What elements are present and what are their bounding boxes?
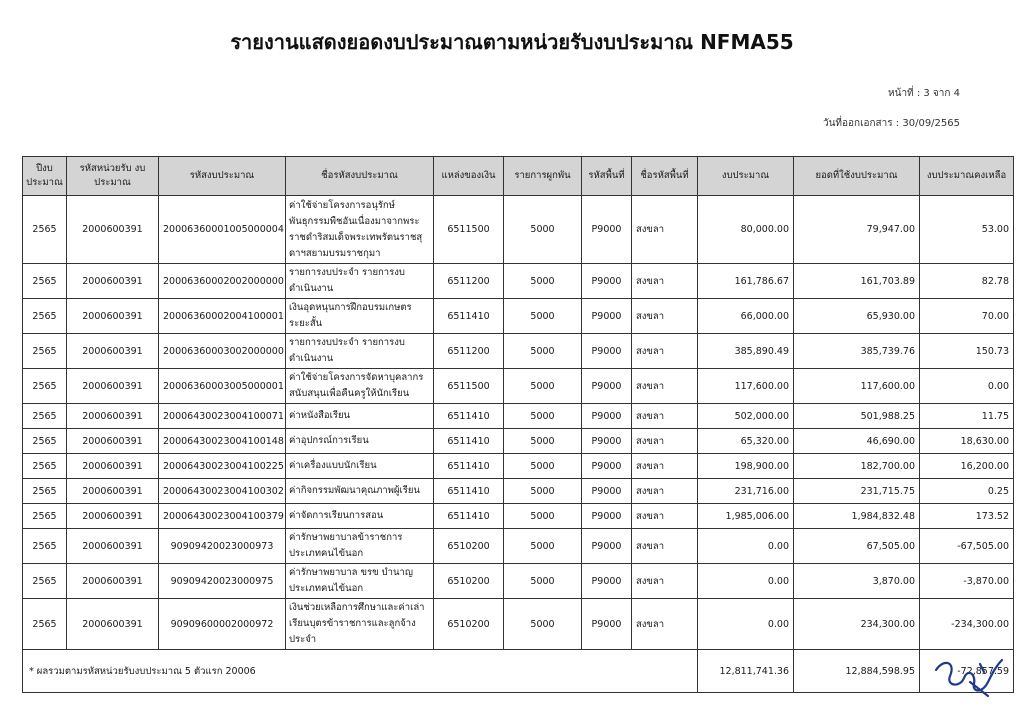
cell-year: 2565 [23, 429, 67, 454]
header-remaining: งบประมาณคงเหลือ [920, 157, 1014, 196]
cell-area-name: สงขลา [632, 564, 698, 599]
cell-unit-code: 2000600391 [67, 504, 159, 529]
cell-source: 6511410 [434, 429, 504, 454]
table-total-row [23, 650, 1014, 693]
cell-source: 6511410 [434, 299, 504, 334]
cell-year: 2565 [23, 564, 67, 599]
handwritten-signature-icon [930, 652, 1010, 702]
header-unit-code: รหัสหน่วยรับ งบประมาณ [67, 157, 159, 196]
header-budget: งบประมาณ [698, 157, 794, 196]
cell-source: 6511500 [434, 369, 504, 404]
cell-used: 234,300.00 [794, 599, 920, 650]
cell-budget-name: รายการงบประจำ รายการงบดำเนินงาน [286, 334, 434, 369]
cell-year: 2565 [23, 264, 67, 299]
cell-area-code: P9000 [582, 369, 632, 404]
table-row [23, 334, 1014, 369]
cell-area-code: P9000 [582, 504, 632, 529]
cell-budget-name: ค่าใช้จ่ายโครงการจัดหาบุคลากรสนับสนุนเพื่อคืนครูให้นักเรียน [286, 369, 434, 404]
cell-budget: 1,985,006.00 [698, 504, 794, 529]
cell-obligation: 5000 [504, 264, 582, 299]
cell-area-code: P9000 [582, 599, 632, 650]
cell-area-name: สงขลา [632, 599, 698, 650]
cell-budget-code: 90909600002000972 [159, 599, 286, 650]
table-row [23, 299, 1014, 334]
cell-remaining: 53.00 [920, 196, 1014, 264]
cell-budget-name: ค่าจัดการเรียนการสอน [286, 504, 434, 529]
cell-unit-code: 2000600391 [67, 334, 159, 369]
total-budget: 12,811,741.36 [698, 650, 794, 693]
cell-budget-code: 20006430023004100379 [159, 504, 286, 529]
cell-area-code: P9000 [582, 454, 632, 479]
cell-year: 2565 [23, 299, 67, 334]
cell-used: 182,700.00 [794, 454, 920, 479]
cell-used: 67,505.00 [794, 529, 920, 564]
cell-obligation: 5000 [504, 369, 582, 404]
table-row [23, 196, 1014, 264]
cell-budget: 385,890.49 [698, 334, 794, 369]
cell-obligation: 5000 [504, 479, 582, 504]
cell-area-name: สงขลา [632, 504, 698, 529]
cell-budget: 117,600.00 [698, 369, 794, 404]
cell-budget: 0.00 [698, 599, 794, 650]
cell-source: 6511500 [434, 196, 504, 264]
issue-date: วันที่ออกเอกสาร : 30/09/2565 [822, 118, 960, 129]
cell-remaining: 11.75 [920, 404, 1014, 429]
cell-obligation: 5000 [504, 299, 582, 334]
cell-unit-code: 2000600391 [67, 429, 159, 454]
cell-area-code: P9000 [582, 404, 632, 429]
table-row [23, 429, 1014, 454]
cell-area-name: สงขลา [632, 369, 698, 404]
cell-unit-code: 2000600391 [67, 479, 159, 504]
cell-source: 6510200 [434, 529, 504, 564]
cell-budget-code: 20006360002004100001 [159, 299, 286, 334]
cell-remaining: 18,630.00 [920, 429, 1014, 454]
cell-budget-code: 90909420023000975 [159, 564, 286, 599]
cell-remaining: 173.52 [920, 504, 1014, 529]
cell-unit-code: 2000600391 [67, 264, 159, 299]
cell-area-name: สงขลา [632, 196, 698, 264]
cell-year: 2565 [23, 196, 67, 264]
header-source: แหล่งของเงิน [434, 157, 504, 196]
cell-obligation: 5000 [504, 564, 582, 599]
header-used: ยอดที่ใช้งบประมาณ [794, 157, 920, 196]
cell-year: 2565 [23, 504, 67, 529]
page-number: หน้าที่ : 3 จาก 4 [888, 88, 960, 99]
cell-used: 161,703.89 [794, 264, 920, 299]
cell-area-code: P9000 [582, 429, 632, 454]
table-row [23, 369, 1014, 404]
cell-used: 65,930.00 [794, 299, 920, 334]
cell-budget: 66,000.00 [698, 299, 794, 334]
cell-source: 6511200 [434, 264, 504, 299]
cell-budget-code: 20006360001005000004 [159, 196, 286, 264]
cell-area-code: P9000 [582, 264, 632, 299]
cell-obligation: 5000 [504, 529, 582, 564]
cell-unit-code: 2000600391 [67, 369, 159, 404]
cell-remaining: 0.25 [920, 479, 1014, 504]
total-remaining: -72,857.59 [920, 650, 1014, 693]
cell-remaining: 70.00 [920, 299, 1014, 334]
cell-budget-name: ค่าเครื่องแบบนักเรียน [286, 454, 434, 479]
cell-budget: 231,716.00 [698, 479, 794, 504]
cell-used: 385,739.76 [794, 334, 920, 369]
cell-budget-name: ค่าอุปกรณ์การเรียน [286, 429, 434, 454]
cell-year: 2565 [23, 334, 67, 369]
cell-unit-code: 2000600391 [67, 529, 159, 564]
cell-budget-code: 20006360002002000000 [159, 264, 286, 299]
cell-unit-code: 2000600391 [67, 564, 159, 599]
cell-budget-name: เงินช่วยเหลือการศึกษาและค่าเล่าเรียนบุตรข้าราชการและลูกจ้างประจำ [286, 599, 434, 650]
cell-area-code: P9000 [582, 564, 632, 599]
cell-budget-name: ค่ารักษาพยาบาล ขรข บำนาญประเภทคนไข้นอก [286, 564, 434, 599]
cell-unit-code: 2000600391 [67, 196, 159, 264]
cell-budget-code: 20006360003005000001 [159, 369, 286, 404]
cell-used: 501,988.25 [794, 404, 920, 429]
cell-budget-name: ค่าหนังสือเรียน [286, 404, 434, 429]
cell-unit-code: 2000600391 [67, 454, 159, 479]
cell-year: 2565 [23, 454, 67, 479]
cell-used: 46,690.00 [794, 429, 920, 454]
table-row [23, 564, 1014, 599]
cell-area-code: P9000 [582, 479, 632, 504]
budget-table [22, 156, 1014, 693]
cell-budget-name: รายการงบประจำ รายการงบดำเนินงาน [286, 264, 434, 299]
cell-budget: 65,320.00 [698, 429, 794, 454]
cell-obligation: 5000 [504, 599, 582, 650]
header-area-code: รหัสพื้นที่ [582, 157, 632, 196]
cell-used: 117,600.00 [794, 369, 920, 404]
cell-area-code: P9000 [582, 196, 632, 264]
cell-budget-name: เงินอุดหนุนการฝึกอบรมเกษตรระยะสั้น [286, 299, 434, 334]
table-row [23, 529, 1014, 564]
cell-budget-code: 20006430023004100302 [159, 479, 286, 504]
cell-obligation: 5000 [504, 196, 582, 264]
cell-used: 3,870.00 [794, 564, 920, 599]
cell-budget: 161,786.67 [698, 264, 794, 299]
cell-area-name: สงขลา [632, 529, 698, 564]
table-row [23, 454, 1014, 479]
cell-budget-code: 20006430023004100225 [159, 454, 286, 479]
cell-budget-name: ค่ากิจกรรมพัฒนาคุณภาพผู้เรียน [286, 479, 434, 504]
cell-area-name: สงขลา [632, 429, 698, 454]
cell-source: 6511410 [434, 504, 504, 529]
cell-budget-code: 20006430023004100148 [159, 429, 286, 454]
cell-remaining: 0.00 [920, 369, 1014, 404]
report-title: รายงานแสดงยอดงบประมาณตามหน่วยรับงบประมาณ NFMA55 [230, 30, 794, 54]
cell-obligation: 5000 [504, 429, 582, 454]
cell-remaining: 150.73 [920, 334, 1014, 369]
header-budget-code: รหัสงบประมาณ [159, 157, 286, 196]
cell-year: 2565 [23, 599, 67, 650]
cell-budget-name: ค่าใช้จ่ายโครงการอนุรักษ์พันธุกรรมพืชอันเนื่องมาจากพระราชดำริสมเด็จพระเทพรัตนราชสุดาฯสยามบรมราชกุมา [286, 196, 434, 264]
cell-remaining: 82.78 [920, 264, 1014, 299]
table-row [23, 479, 1014, 504]
cell-unit-code: 2000600391 [67, 599, 159, 650]
cell-area-name: สงขลา [632, 264, 698, 299]
cell-budget-code: 90909420023000973 [159, 529, 286, 564]
header-area-name: ชื่อรหัสพื้นที่ [632, 157, 698, 196]
cell-obligation: 5000 [504, 404, 582, 429]
cell-budget: 80,000.00 [698, 196, 794, 264]
cell-area-name: สงขลา [632, 479, 698, 504]
cell-remaining: -67,505.00 [920, 529, 1014, 564]
cell-budget-name: ค่ารักษาพยาบาลข้าราชการประเภทคนไข้นอก [286, 529, 434, 564]
cell-unit-code: 2000600391 [67, 299, 159, 334]
cell-source: 6511410 [434, 479, 504, 504]
table-row [23, 404, 1014, 429]
cell-area-code: P9000 [582, 299, 632, 334]
cell-obligation: 5000 [504, 454, 582, 479]
cell-area-code: P9000 [582, 334, 632, 369]
cell-budget: 0.00 [698, 529, 794, 564]
cell-source: 6511410 [434, 454, 504, 479]
cell-budget: 198,900.00 [698, 454, 794, 479]
cell-source: 6510200 [434, 564, 504, 599]
cell-area-name: สงขลา [632, 299, 698, 334]
total-label: * ผลรวมตามรหัสหน่วยรับงบประมาณ 5 ตัวแรก 20006 [23, 650, 698, 693]
cell-remaining: 16,200.00 [920, 454, 1014, 479]
table-row [23, 504, 1014, 529]
header-year: ปีงบ ประมาณ [23, 157, 67, 196]
header-budget-name: ชื่อรหัสงบประมาณ [286, 157, 434, 196]
cell-source: 6510200 [434, 599, 504, 650]
cell-used: 231,715.75 [794, 479, 920, 504]
table-row [23, 599, 1014, 650]
cell-year: 2565 [23, 404, 67, 429]
cell-source: 6511410 [434, 404, 504, 429]
table-header-row [23, 157, 1014, 196]
cell-source: 6511200 [434, 334, 504, 369]
cell-obligation: 5000 [504, 504, 582, 529]
table-row [23, 264, 1014, 299]
cell-remaining: -3,870.00 [920, 564, 1014, 599]
cell-remaining: -234,300.00 [920, 599, 1014, 650]
cell-budget-code: 20006360003002000000 [159, 334, 286, 369]
cell-budget: 502,000.00 [698, 404, 794, 429]
cell-unit-code: 2000600391 [67, 404, 159, 429]
cell-year: 2565 [23, 369, 67, 404]
cell-area-name: สงขลา [632, 404, 698, 429]
cell-year: 2565 [23, 529, 67, 564]
cell-area-name: สงขลา [632, 454, 698, 479]
cell-year: 2565 [23, 479, 67, 504]
header-obligation: รายการผูกพัน [504, 157, 582, 196]
cell-budget: 0.00 [698, 564, 794, 599]
total-used: 12,884,598.95 [794, 650, 920, 693]
cell-used: 79,947.00 [794, 196, 920, 264]
cell-obligation: 5000 [504, 334, 582, 369]
cell-area-name: สงขลา [632, 334, 698, 369]
cell-area-code: P9000 [582, 529, 632, 564]
cell-budget-code: 20006430023004100071 [159, 404, 286, 429]
cell-used: 1,984,832.48 [794, 504, 920, 529]
